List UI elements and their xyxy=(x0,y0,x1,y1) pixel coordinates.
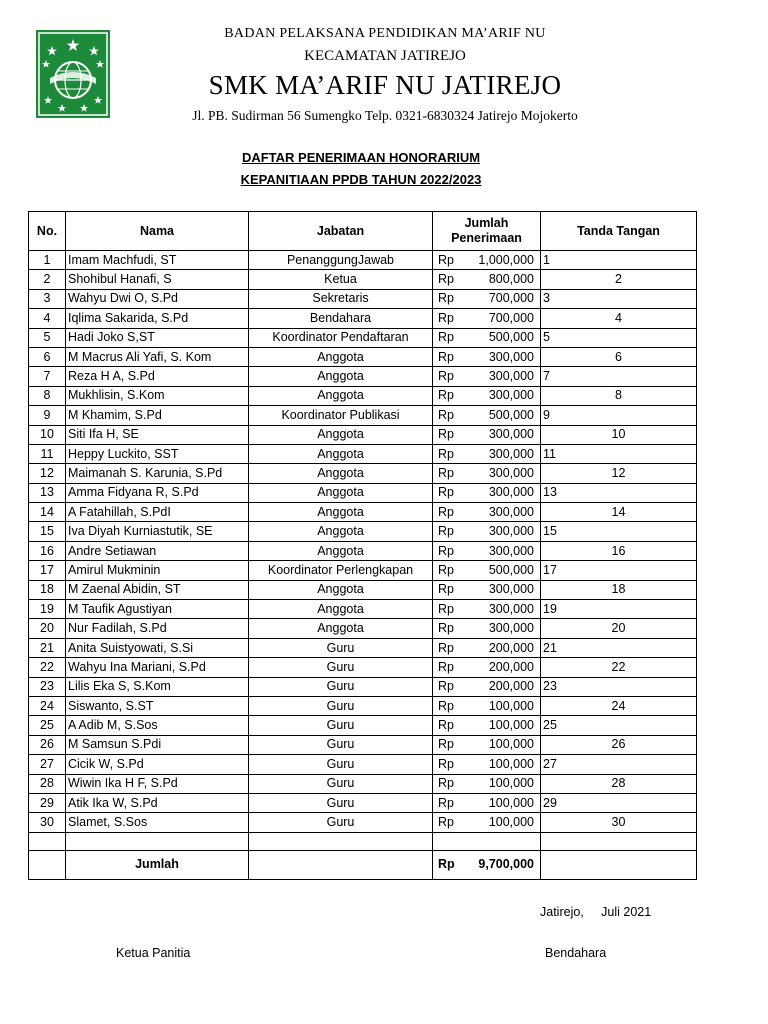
row-no: 4 xyxy=(29,309,66,328)
row-jabatan: Guru xyxy=(249,677,433,696)
row-no: 14 xyxy=(29,503,66,522)
row-jabatan: Guru xyxy=(249,658,433,677)
row-signature-number: 3 xyxy=(541,289,697,308)
signing-place-date xyxy=(540,905,651,919)
row-signature-number: 1 xyxy=(541,251,697,270)
row-currency: Rp xyxy=(438,679,454,694)
row-signature-number: 8 xyxy=(541,386,697,405)
table-row xyxy=(29,735,697,754)
table-row xyxy=(29,444,697,463)
row-jabatan: Guru xyxy=(249,793,433,812)
row-currency: Rp xyxy=(438,621,454,636)
row-jumlah xyxy=(433,638,541,657)
row-amount: 300,000 xyxy=(488,446,534,461)
row-currency: Rp xyxy=(438,737,454,752)
row-jabatan: Sekretaris xyxy=(249,289,433,308)
table-row xyxy=(29,600,697,619)
row-no: 23 xyxy=(29,677,66,696)
row-jabatan: Anggota xyxy=(249,464,433,483)
document-title: DAFTAR PENERIMAAN HONORARIUM xyxy=(241,150,481,165)
row-jumlah xyxy=(433,600,541,619)
row-currency: Rp xyxy=(438,252,454,267)
row-currency: Rp xyxy=(438,640,454,655)
row-amount: 800,000 xyxy=(488,272,534,287)
row-no: 1 xyxy=(29,251,66,270)
row-signature-number: 23 xyxy=(541,677,697,696)
row-jumlah xyxy=(433,774,541,793)
row-jabatan: Guru xyxy=(249,755,433,774)
row-jabatan: Anggota xyxy=(249,347,433,366)
row-nama: Lilis Eka S, S.Kom xyxy=(66,677,249,696)
row-signature-number: 10 xyxy=(541,425,697,444)
total-row xyxy=(29,850,697,879)
nu-emblem-icon xyxy=(36,30,110,118)
row-no: 28 xyxy=(29,774,66,793)
table-row xyxy=(29,813,697,832)
row-currency: Rp xyxy=(438,407,454,422)
row-currency: Rp xyxy=(438,659,454,674)
row-currency: Rp xyxy=(438,330,454,345)
row-jumlah xyxy=(433,386,541,405)
table-row xyxy=(29,483,697,502)
row-amount: 100,000 xyxy=(488,698,534,713)
row-nama: Nur Fadilah, S.Pd xyxy=(66,619,249,638)
row-amount: 700,000 xyxy=(488,291,534,306)
row-signature-number: 20 xyxy=(541,619,697,638)
row-no: 5 xyxy=(29,328,66,347)
row-jumlah xyxy=(433,619,541,638)
row-jumlah xyxy=(433,522,541,541)
row-amount: 300,000 xyxy=(488,485,534,500)
row-no: 26 xyxy=(29,735,66,754)
row-nama: M Samsun S.Pdi xyxy=(66,735,249,754)
row-amount: 500,000 xyxy=(488,407,534,422)
row-signature-number: 7 xyxy=(541,367,697,386)
school-address: Jl. PB. Sudirman 56 Sumengko Telp. 0321-6830324 Jatirejo Mojokerto xyxy=(192,108,578,123)
row-jabatan: Anggota xyxy=(249,483,433,502)
row-signature-number: 27 xyxy=(541,755,697,774)
row-jabatan: Guru xyxy=(249,735,433,754)
row-signature-number: 29 xyxy=(541,793,697,812)
row-nama: Amirul Mukminin xyxy=(66,561,249,580)
table-row xyxy=(29,522,697,541)
row-jumlah xyxy=(433,658,541,677)
header-jumlah: Jumlah Penerimaan xyxy=(433,212,541,251)
row-amount: 100,000 xyxy=(488,776,534,791)
row-nama: Heppy Luckito, SST xyxy=(66,444,249,463)
table-row xyxy=(29,774,697,793)
row-no: 2 xyxy=(29,270,66,289)
row-jumlah xyxy=(433,425,541,444)
row-currency: Rp xyxy=(438,756,454,771)
table-row xyxy=(29,464,697,483)
row-jumlah xyxy=(433,367,541,386)
row-signature-number: 21 xyxy=(541,638,697,657)
table-row xyxy=(29,251,697,270)
row-signature-number: 22 xyxy=(541,658,697,677)
header-no: No. xyxy=(29,212,66,251)
row-jumlah xyxy=(433,406,541,425)
row-amount: 300,000 xyxy=(488,543,534,558)
row-nama: Andre Setiawan xyxy=(66,541,249,560)
row-no: 6 xyxy=(29,347,66,366)
row-amount: 300,000 xyxy=(488,524,534,539)
row-jumlah xyxy=(433,464,541,483)
row-currency: Rp xyxy=(438,369,454,384)
row-jumlah xyxy=(433,541,541,560)
table-row xyxy=(29,658,697,677)
row-currency: Rp xyxy=(438,524,454,539)
row-signature-number: 5 xyxy=(541,328,697,347)
row-jumlah xyxy=(433,580,541,599)
row-signature-number: 9 xyxy=(541,406,697,425)
row-nama: Amma Fidyana R, S.Pd xyxy=(66,483,249,502)
row-currency: Rp xyxy=(438,718,454,733)
row-currency: Rp xyxy=(438,485,454,500)
row-amount: 300,000 xyxy=(488,349,534,364)
row-signature-number: 16 xyxy=(541,541,697,560)
row-no: 3 xyxy=(29,289,66,308)
row-nama: M Taufik Agustiyan xyxy=(66,600,249,619)
row-currency: Rp xyxy=(438,504,454,519)
row-nama: Shohibul Hanafi, S xyxy=(66,270,249,289)
row-signature-number: 14 xyxy=(541,503,697,522)
table-row xyxy=(29,619,697,638)
row-nama: Hadi Joko S,ST xyxy=(66,328,249,347)
row-no: 8 xyxy=(29,386,66,405)
row-no: 11 xyxy=(29,444,66,463)
row-currency: Rp xyxy=(438,698,454,713)
row-signature-number: 30 xyxy=(541,813,697,832)
table-row xyxy=(29,503,697,522)
row-no: 13 xyxy=(29,483,66,502)
row-currency: Rp xyxy=(438,310,454,325)
row-amount: 200,000 xyxy=(488,679,534,694)
row-currency: Rp xyxy=(438,795,454,810)
row-no: 19 xyxy=(29,600,66,619)
row-jabatan: Koordinator Perlengkapan xyxy=(249,561,433,580)
row-no: 7 xyxy=(29,367,66,386)
row-currency: Rp xyxy=(438,601,454,616)
row-amount: 500,000 xyxy=(488,330,534,345)
row-amount: 200,000 xyxy=(488,659,534,674)
row-jumlah xyxy=(433,289,541,308)
row-no: 24 xyxy=(29,696,66,715)
row-signature-number: 28 xyxy=(541,774,697,793)
table-row xyxy=(29,289,697,308)
row-jabatan: Koordinator Publikasi xyxy=(249,406,433,425)
row-jabatan: Guru xyxy=(249,696,433,715)
row-amount: 300,000 xyxy=(488,369,534,384)
row-no: 27 xyxy=(29,755,66,774)
table-row xyxy=(29,696,697,715)
row-signature-number: 17 xyxy=(541,561,697,580)
row-jabatan: Ketua xyxy=(249,270,433,289)
row-signature-number: 11 xyxy=(541,444,697,463)
row-currency: Rp xyxy=(438,543,454,558)
row-no: 10 xyxy=(29,425,66,444)
row-jumlah xyxy=(433,793,541,812)
row-jabatan: Anggota xyxy=(249,541,433,560)
row-jabatan: Guru xyxy=(249,774,433,793)
table-row xyxy=(29,580,697,599)
row-no: 22 xyxy=(29,658,66,677)
row-jabatan: Bendahara xyxy=(249,309,433,328)
row-no: 18 xyxy=(29,580,66,599)
table-row xyxy=(29,755,697,774)
table-row xyxy=(29,716,697,735)
row-nama: Iqlima Sakarida, S.Pd xyxy=(66,309,249,328)
row-currency: Rp xyxy=(438,388,454,403)
row-jabatan: Anggota xyxy=(249,386,433,405)
row-currency: Rp xyxy=(438,562,454,577)
row-jumlah xyxy=(433,755,541,774)
signing-place: Jatirejo, xyxy=(540,905,584,919)
row-nama: Cicik W, S.Pd xyxy=(66,755,249,774)
row-amount: 100,000 xyxy=(488,795,534,810)
header-nama: Nama xyxy=(66,212,249,251)
row-no: 29 xyxy=(29,793,66,812)
honorarium-table xyxy=(28,211,697,880)
header-line2: KECAMATAN JATIREJO xyxy=(304,48,466,64)
school-name: SMK MA’ARIF NU JATIREJO xyxy=(208,70,562,100)
row-no: 15 xyxy=(29,522,66,541)
row-nama: Imam Machfudi, ST xyxy=(66,251,249,270)
row-jabatan: Anggota xyxy=(249,444,433,463)
row-no: 20 xyxy=(29,619,66,638)
row-currency: Rp xyxy=(438,446,454,461)
row-currency: Rp xyxy=(438,349,454,364)
row-nama: Mukhlisin, S.Kom xyxy=(66,386,249,405)
row-currency: Rp xyxy=(438,776,454,791)
row-signature-number: 18 xyxy=(541,580,697,599)
row-amount: 1,000,000 xyxy=(478,252,534,267)
row-currency: Rp xyxy=(438,815,454,830)
row-nama: M Macrus Ali Yafi, S. Kom xyxy=(66,347,249,366)
row-amount: 300,000 xyxy=(488,388,534,403)
table-row xyxy=(29,425,697,444)
row-jumlah xyxy=(433,328,541,347)
table-row xyxy=(29,406,697,425)
row-amount: 300,000 xyxy=(488,582,534,597)
right-signer: Bendahara xyxy=(545,946,607,960)
table-row xyxy=(29,793,697,812)
row-nama: M Khamim, S.Pd xyxy=(66,406,249,425)
table-row xyxy=(29,541,697,560)
row-nama: A Adib M, S.Sos xyxy=(66,716,249,735)
row-amount: 200,000 xyxy=(488,640,534,655)
row-no: 12 xyxy=(29,464,66,483)
table-row xyxy=(29,347,697,366)
row-nama: Atik Ika W, S.Pd xyxy=(66,793,249,812)
row-no: 17 xyxy=(29,561,66,580)
row-jabatan: Guru xyxy=(249,813,433,832)
row-jabatan: PenanggungJawab xyxy=(249,251,433,270)
row-jumlah xyxy=(433,347,541,366)
table-row xyxy=(29,367,697,386)
row-jumlah xyxy=(433,677,541,696)
row-jumlah xyxy=(433,735,541,754)
row-currency: Rp xyxy=(438,291,454,306)
row-signature-number: 13 xyxy=(541,483,697,502)
row-jumlah xyxy=(433,270,541,289)
row-currency: Rp xyxy=(438,465,454,480)
row-currency: Rp xyxy=(438,427,454,442)
row-currency: Rp xyxy=(438,582,454,597)
blank-row xyxy=(29,832,697,850)
row-amount: 300,000 xyxy=(488,621,534,636)
row-jumlah xyxy=(433,813,541,832)
row-signature-number: 26 xyxy=(541,735,697,754)
left-signer: Ketua Panitia xyxy=(116,946,191,960)
row-nama: A Fatahillah, S.PdI xyxy=(66,503,249,522)
row-jabatan: Anggota xyxy=(249,522,433,541)
row-jumlah xyxy=(433,561,541,580)
document-subtitle: KEPANITIAAN PPDB TAHUN 2022/2023 xyxy=(240,172,482,187)
row-jabatan: Anggota xyxy=(249,503,433,522)
table-row xyxy=(29,561,697,580)
total-label: Jumlah xyxy=(66,850,249,879)
table-row xyxy=(29,677,697,696)
row-no: 16 xyxy=(29,541,66,560)
row-jabatan: Koordinator Pendaftaran xyxy=(249,328,433,347)
table-row xyxy=(29,638,697,657)
header-tanda-tangan: Tanda Tangan xyxy=(541,212,697,251)
row-jabatan: Anggota xyxy=(249,367,433,386)
table-row xyxy=(29,270,697,289)
total-amount: 9,700,000 xyxy=(478,857,534,872)
row-nama: Wahyu Dwi O, S.Pd xyxy=(66,289,249,308)
row-nama: Wiwin Ika H F, S.Pd xyxy=(66,774,249,793)
row-signature-number: 19 xyxy=(541,600,697,619)
row-amount: 100,000 xyxy=(488,756,534,771)
total-currency: Rp xyxy=(438,857,455,872)
row-nama: M Zaenal Abidin, ST xyxy=(66,580,249,599)
row-jabatan: Anggota xyxy=(249,619,433,638)
row-jumlah xyxy=(433,503,541,522)
header-line1: BADAN PELAKSANA PENDIDIKAN MA’ARIF NU xyxy=(224,26,546,41)
row-nama: Maimanah S. Karunia, S.Pd xyxy=(66,464,249,483)
row-amount: 300,000 xyxy=(488,427,534,442)
row-signature-number: 4 xyxy=(541,309,697,328)
row-nama: Siti Ifa H, SE xyxy=(66,425,249,444)
row-jumlah xyxy=(433,483,541,502)
row-jabatan: Anggota xyxy=(249,425,433,444)
header-jabatan: Jabatan xyxy=(249,212,433,251)
row-amount: 100,000 xyxy=(488,815,534,830)
row-signature-number: 15 xyxy=(541,522,697,541)
row-signature-number: 2 xyxy=(541,270,697,289)
row-nama: Wahyu Ina Mariani, S.Pd xyxy=(66,658,249,677)
row-jumlah xyxy=(433,716,541,735)
row-jumlah xyxy=(433,444,541,463)
signing-date: Juli 2021 xyxy=(601,905,652,919)
table-row xyxy=(29,386,697,405)
row-nama: Anita Suistyowati, S.Si xyxy=(66,638,249,657)
row-jumlah xyxy=(433,696,541,715)
row-jabatan: Anggota xyxy=(249,600,433,619)
row-signature-number: 12 xyxy=(541,464,697,483)
row-jabatan: Guru xyxy=(249,716,433,735)
row-signature-number: 25 xyxy=(541,716,697,735)
table-header-row xyxy=(29,212,697,251)
row-signature-number: 6 xyxy=(541,347,697,366)
row-nama: Iva Diyah Kurniastutik, SE xyxy=(66,522,249,541)
row-nama: Siswanto, S.ST xyxy=(66,696,249,715)
row-no: 9 xyxy=(29,406,66,425)
row-amount: 100,000 xyxy=(488,718,534,733)
row-nama: Reza H A, S.Pd xyxy=(66,367,249,386)
row-amount: 300,000 xyxy=(488,504,534,519)
row-nama: Slamet, S.Sos xyxy=(66,813,249,832)
row-signature-number: 24 xyxy=(541,696,697,715)
table-row xyxy=(29,309,697,328)
row-no: 25 xyxy=(29,716,66,735)
row-jumlah xyxy=(433,309,541,328)
row-jabatan: Guru xyxy=(249,638,433,657)
row-amount: 700,000 xyxy=(488,310,534,325)
row-jumlah xyxy=(433,251,541,270)
row-amount: 500,000 xyxy=(488,562,534,577)
row-no: 21 xyxy=(29,638,66,657)
row-jabatan: Anggota xyxy=(249,580,433,599)
row-amount: 300,000 xyxy=(488,601,534,616)
row-no: 30 xyxy=(29,813,66,832)
row-amount: 100,000 xyxy=(488,737,534,752)
row-currency: Rp xyxy=(438,272,454,287)
row-amount: 300,000 xyxy=(488,465,534,480)
table-row xyxy=(29,328,697,347)
